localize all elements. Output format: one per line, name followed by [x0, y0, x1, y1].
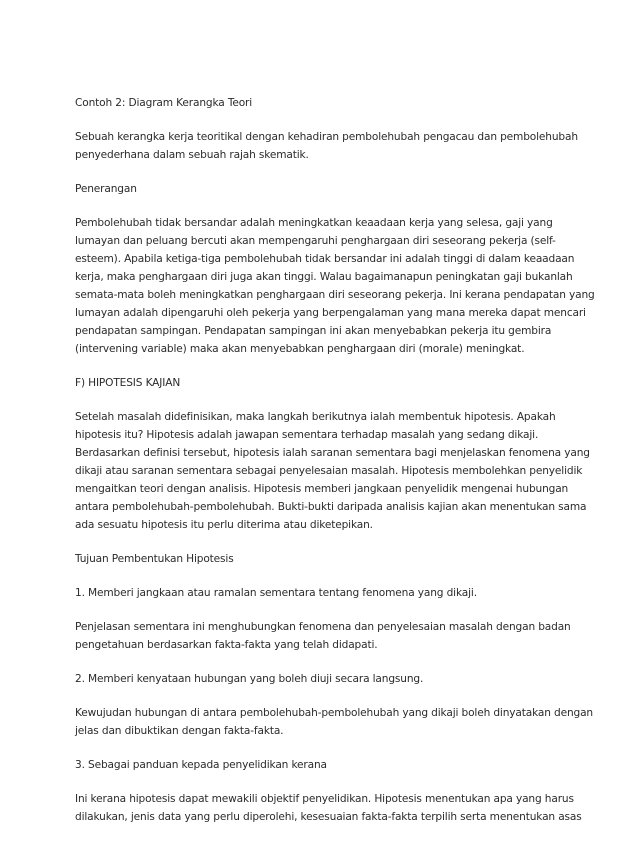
text-line: Kewujudan hubungan di antara pembolehubah-pembolehubah yang dikaji boleh dinyatakan dengan: [75, 707, 593, 719]
paragraph-item-3: [75, 790, 582, 826]
text-line: Pembolehubah tidak bersandar adalah meningkatkan keaadaan kerja yang selesa, gaji yang: [75, 217, 553, 229]
list-item-2: [75, 670, 567, 688]
text-line: Contoh 2: Diagram Kerangka Teori: [75, 97, 253, 109]
text-line: Berdasarkan definisi tersebut, hipotesis ialah saranan sementara bagi menjelaskan fenomena yang: [75, 447, 590, 459]
paragraph-item-2: [75, 704, 593, 740]
heading-penerangan: [75, 180, 567, 198]
text-line: pendapatan sampingan. Pendapatan sampingan ini akan menyebabkan pekerja itu gembira: [75, 325, 552, 337]
text-line: kerja, maka penghargaan diri juga akan tinggi. Walau bagaimanapun peningkatan gaji bukanlah: [75, 271, 573, 283]
text-line: Sebuah kerangka kerja teoritikal dengan kehadiran pembolehubah pengacau dan pembolehubah: [75, 131, 578, 143]
text-line: lumayan adalah dipengaruhi oleh pekerja yang berpengalaman yang mana mereka dapat mencari: [75, 307, 586, 319]
text-line: hipotesis itu? Hipotesis adalah jawapan sementara terhadap masalah yang sedang dikaji.: [75, 429, 539, 441]
text-line: mengaitkan teori dengan analisis. Hipotesis memberi jangkaan penyelidik mengenai hubungan: [75, 483, 569, 495]
text-line: Setelah masalah didefinisikan, maka langkah berikutnya ialah membentuk hipotesis. Apakah: [75, 411, 556, 423]
paragraph-penerangan: [75, 214, 595, 358]
text-line: dilakukan, jenis data yang perlu diperolehi, kesesuaian fakta-fakta terpilih serta menentukan asas: [75, 811, 582, 823]
list-item-3: [75, 756, 567, 774]
heading-contoh-2: [75, 94, 567, 112]
text-line: Penerangan: [75, 183, 137, 195]
heading-hipotesis-kajian: [75, 374, 567, 392]
text-line: esteem). Apabila ketiga-tiga pembolehubah tidak bersandar ini adalah tinggi di dalam keaadaan: [75, 253, 575, 265]
text-line: 3. Sebagai panduan kepada penyelidikan kerana: [75, 759, 327, 771]
text-line: Tujuan Pembentukan Hipotesis: [75, 553, 234, 565]
text-line: (intervening variable) maka akan menyebabkan penghargaan diri (morale) meningkat.: [75, 343, 525, 355]
text-line: penyederhana dalam sebuah rajah skematik.: [75, 149, 309, 161]
document-page: [75, 94, 595, 842]
paragraph-hipotesis: [75, 408, 590, 534]
text-line: F) HIPOTESIS KAJIAN: [75, 377, 181, 389]
paragraph-intro: [75, 128, 578, 164]
text-line: semata-mata boleh meningkatkan penghargaan diri seseorang pekerja. Ini kerana pendapatan yang: [75, 289, 595, 301]
text-line: ada sesuatu hipotesis itu perlu diterima atau diketepikan.: [75, 519, 373, 531]
paragraph-item-1: [75, 618, 571, 654]
text-line: antara pembolehubah-pembolehubah. Bukti-bukti daripada analisis kajian akan menentukan sama: [75, 501, 587, 513]
list-item-1: [75, 584, 567, 602]
text-line: pengetahuan berdasarkan fakta-fakta yang telah didapati.: [75, 639, 378, 651]
text-line: jelas dan dibuktikan dengan fakta-fakta.: [75, 725, 284, 737]
text-line: dikaji atau saranan sementara sebagai penyelesaian masalah. Hipotesis membolehkan penyelidik: [75, 465, 583, 477]
heading-tujuan: [75, 550, 567, 568]
text-line: 1. Memberi jangkaan atau ramalan sementara tentang fenomena yang dikaji.: [75, 587, 477, 599]
text-line: Ini kerana hipotesis dapat mewakili objektif penyelidikan. Hipotesis menentukan apa yang harus: [75, 793, 574, 805]
text-line: Penjelasan sementara ini menghubungkan fenomena dan penyelesaian masalah dengan badan: [75, 621, 571, 633]
text-line: lumayan dan peluang bercuti akan mempengaruhi penghargaan diri seseorang pekerja (self-: [75, 235, 556, 247]
text-line: 2. Memberi kenyataan hubungan yang boleh diuji secara langsung.: [75, 673, 424, 685]
